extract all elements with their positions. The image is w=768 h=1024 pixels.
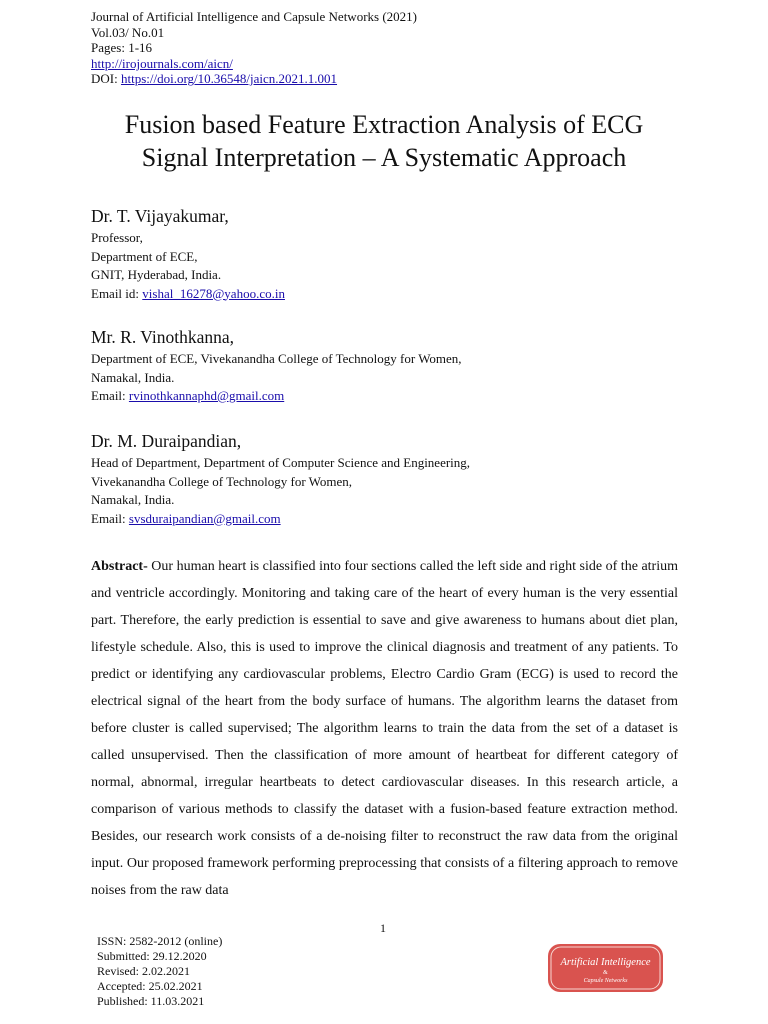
author-name: Mr. R. Vinothkanna, xyxy=(91,327,234,347)
author-block-3 xyxy=(91,430,470,528)
author-email-link[interactable]: rvinothkannaphd@gmail.com xyxy=(128,388,285,403)
title-line-1: Fusion based Feature Extraction Analysis of ECG xyxy=(124,110,644,139)
journal-volume: Vol.03/ No.01 xyxy=(91,24,165,40)
journal-pages: Pages: 1-16 xyxy=(91,40,153,56)
author-block-1 xyxy=(91,205,285,303)
revised-date: Revised: 2.02.2021 xyxy=(97,964,190,978)
author-email-link[interactable]: svsduraipandian@gmail.com xyxy=(128,510,281,526)
page-number: 1 xyxy=(380,921,386,935)
publication-meta xyxy=(97,934,222,1009)
author-affiliation-line: Namakal, India. xyxy=(91,369,175,385)
abstract-text: Our human heart is classified into four sections called the left side and right side of the atrium and ventricle accordingly. Monitoring and taking care of the heart of every human is the very essential part. Therefore, the early prediction is essential to save and give awareness to humans about diet plan, lifestyle schedule. Also, this is used to improve the clinical diagnosis and treatment of any patients. To predict or identifying any cardiovascular problems, Electro Cardio Gram (ECG) is used to record the electrical signal of the heart from the body surface of humans. The algorithm learns the dataset from before cluster is called supervised; The algorithm learns to train the data from the set of a dataset is called unsupervised. Then the classification of more amount of heartbeat for different category of normal, abnormal, irregular heartbeats to detect cardiovascular diseases. In this research article, a comparison of various methods to classify the dataset with a fusion-based feature extraction method. Besides, our research work consists of a de-noising filter to reconstruct the raw data from the original input. Our proposed framework performing preprocessing that consists of a filtering approach to remove noises from the raw data xyxy=(91,559,678,898)
author-name: Dr. T. Vijayakumar, xyxy=(91,206,229,226)
author-affiliation-line: Professor, xyxy=(91,230,143,245)
email-label: Email: xyxy=(91,510,129,526)
author-email-link[interactable]: vishal_16278@yahoo.co.in xyxy=(142,285,285,301)
title-line-2: Signal Interpretation – A Systematic Approach xyxy=(141,143,627,172)
logo-badge xyxy=(548,944,663,992)
journal-header xyxy=(91,9,417,87)
author-affiliation-line: Namakal, India. xyxy=(91,492,175,507)
journal-logo xyxy=(547,943,664,993)
author-affiliation-line: GNIT, Hyderabad, India. xyxy=(91,267,222,282)
accepted-date: Accepted: 25.02.2021 xyxy=(97,979,203,993)
doi-label: DOI: xyxy=(91,71,121,87)
author-block-2 xyxy=(91,326,462,406)
author-affiliation-line: Department of ECE, Vivekanandha College of Technology for Women, xyxy=(91,351,462,366)
email-label: Email: xyxy=(91,388,129,403)
journal-name: Journal of Artificial Intelligence and Capsule Networks (2021) xyxy=(91,9,417,24)
submitted-date: Submitted: 29.12.2020 xyxy=(97,949,207,963)
email-label: Email id: xyxy=(91,285,143,301)
logo-text-line-1: Artificial Intelligence xyxy=(560,957,651,968)
author-affiliation-line: Head of Department, Department of Computer Science and Engineering, xyxy=(91,455,471,470)
author-affiliation-line: Department of ECE, xyxy=(91,248,198,264)
doi-link[interactable]: https://doi.org/10.36548/jaicn.2021.1.001 xyxy=(120,71,338,87)
abstract-label: Abstract- xyxy=(91,559,148,574)
logo-text-line-2: & xyxy=(603,970,608,976)
logo-text-line-3: Capsule Networks xyxy=(583,978,628,984)
published-date: Published: 11.03.2021 xyxy=(97,994,205,1008)
abstract-paragraph xyxy=(91,553,678,904)
issn: ISSN: 2582-2012 (online) xyxy=(97,934,223,948)
author-name: Dr. M. Duraipandian, xyxy=(91,431,242,451)
journal-url-link[interactable]: http://irojournals.com/aicn/ xyxy=(91,55,233,71)
author-affiliation-line: Vivekanandha College of Technology for Women, xyxy=(91,473,353,489)
paper-title xyxy=(60,108,708,174)
